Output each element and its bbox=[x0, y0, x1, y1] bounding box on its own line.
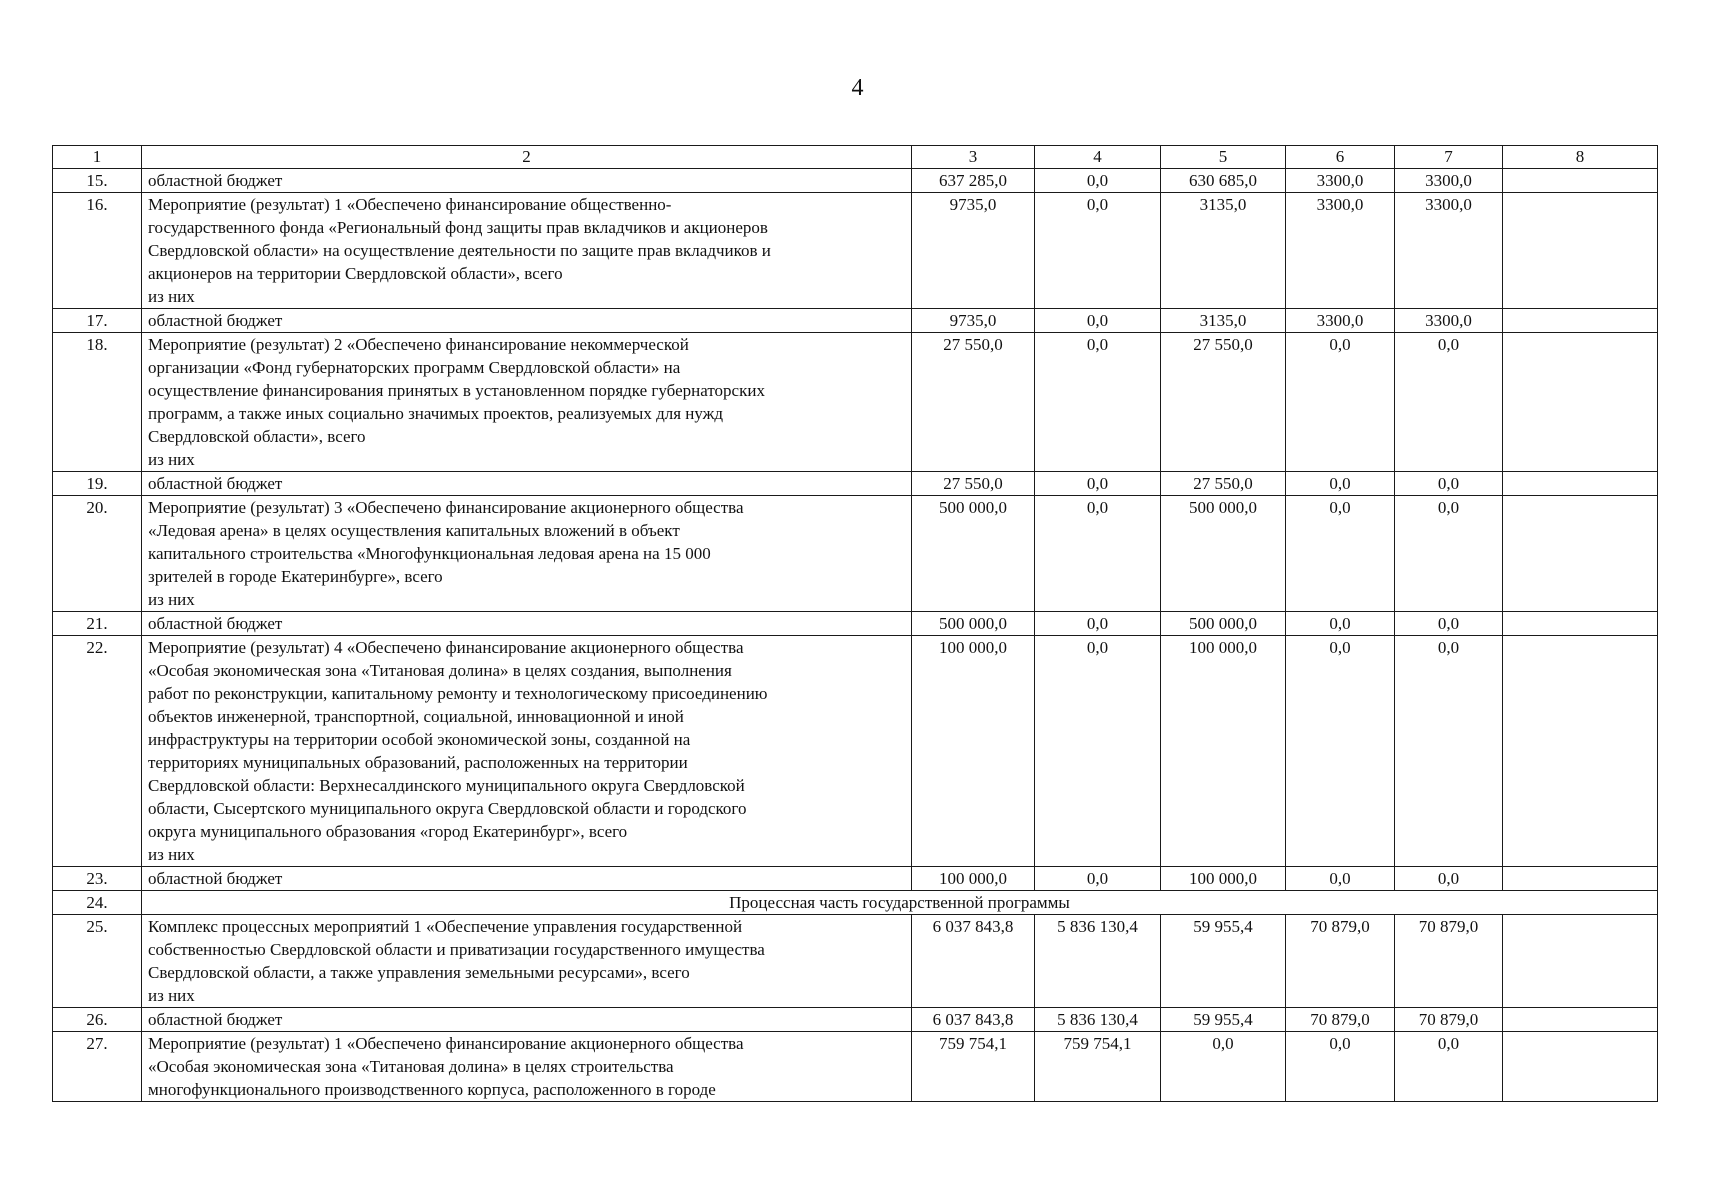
cell-value: 3135,0 bbox=[1161, 309, 1286, 333]
cell-value: 0,0 bbox=[1286, 612, 1395, 636]
cell-notes bbox=[1503, 612, 1658, 636]
header-cell: 5 bbox=[1161, 146, 1286, 169]
row-name: Мероприятие (результат) 3 «Обеспечено финансирование акционерного общества «Ледовая арена» в целях осуществления капитальных вложений в объект капитального строительства «Многофункциональная ледовая арена на 15 000 зрителей в городе Екатеринбурге», всего из них bbox=[142, 496, 912, 612]
row-name: Мероприятие (результат) 4 «Обеспечено финансирование акционерного общества «Особая экономическая зона «Титановая долина» в целях создания, выполнения работ по реконструкции, капитальному ремонту и технологическому присоединению объектов инженерной, транспортной, социальной, инновационной и иной инфраструктуры на территории особой экономической зоны, созданной на территориях муниципальных образований, расположенных на территории Свердловской области: Верхнесалдинского муниципального округа Свердловской области, Сысертского муниципального округа Свердловской области и городского округа муниципального образования «город Екатеринбург», всего из них bbox=[142, 636, 912, 867]
cell-notes bbox=[1503, 333, 1658, 472]
cell-notes bbox=[1503, 309, 1658, 333]
cell-value: 0,0 bbox=[1395, 496, 1503, 612]
table-header-row bbox=[53, 146, 1658, 169]
cell-value: 100 000,0 bbox=[912, 636, 1035, 867]
section-title: Процессная часть государственной программы bbox=[142, 891, 1658, 915]
row-name: Комплекс процессных мероприятий 1 «Обеспечение управления государственной собственностью Свердловской области и приватизации государственного имущества Свердловской области, а также управления земельными ресурсами», всего из них bbox=[142, 915, 912, 1008]
cell-value: 3300,0 bbox=[1395, 309, 1503, 333]
cell-value: 500 000,0 bbox=[1161, 612, 1286, 636]
row-number: 17. bbox=[53, 309, 142, 333]
cell-value: 630 685,0 bbox=[1161, 169, 1286, 193]
cell-value: 500 000,0 bbox=[912, 612, 1035, 636]
cell-value: 0,0 bbox=[1035, 496, 1161, 612]
cell-value: 100 000,0 bbox=[912, 867, 1035, 891]
cell-value: 0,0 bbox=[1395, 636, 1503, 867]
cell-value: 0,0 bbox=[1286, 1032, 1395, 1102]
row-number: 18. bbox=[53, 333, 142, 472]
table-row bbox=[53, 915, 1658, 1008]
table-row bbox=[53, 309, 1658, 333]
cell-value: 3135,0 bbox=[1161, 193, 1286, 309]
cell-value: 0,0 bbox=[1286, 333, 1395, 472]
cell-value: 70 879,0 bbox=[1286, 1008, 1395, 1032]
row-number: 22. bbox=[53, 636, 142, 867]
table-row bbox=[53, 333, 1658, 472]
cell-value: 500 000,0 bbox=[1161, 496, 1286, 612]
header-cell: 4 bbox=[1035, 146, 1161, 169]
cell-value: 6 037 843,8 bbox=[912, 1008, 1035, 1032]
table-row bbox=[53, 193, 1658, 309]
cell-value: 0,0 bbox=[1395, 867, 1503, 891]
cell-notes bbox=[1503, 169, 1658, 193]
cell-value: 0,0 bbox=[1286, 496, 1395, 612]
row-number: 27. bbox=[53, 1032, 142, 1102]
budget-table bbox=[52, 145, 1658, 1102]
row-name: областной бюджет bbox=[142, 169, 912, 193]
row-name: Мероприятие (результат) 1 «Обеспечено финансирование акционерного общества «Особая экономическая зона «Титановая долина» в целях строительства многофункционального производственного корпуса, расположенного в городе bbox=[142, 1032, 912, 1102]
table-row bbox=[53, 867, 1658, 891]
cell-value: 0,0 bbox=[1286, 867, 1395, 891]
table-row bbox=[53, 636, 1658, 867]
cell-value: 3300,0 bbox=[1395, 169, 1503, 193]
cell-value: 0,0 bbox=[1395, 333, 1503, 472]
header-cell: 3 bbox=[912, 146, 1035, 169]
cell-value: 9735,0 bbox=[912, 309, 1035, 333]
header-cell: 6 bbox=[1286, 146, 1395, 169]
cell-value: 27 550,0 bbox=[1161, 472, 1286, 496]
row-name: областной бюджет bbox=[142, 309, 912, 333]
table-row bbox=[53, 496, 1658, 612]
cell-value: 0,0 bbox=[1035, 612, 1161, 636]
cell-value: 0,0 bbox=[1395, 472, 1503, 496]
cell-value: 0,0 bbox=[1035, 193, 1161, 309]
header-cell: 8 bbox=[1503, 146, 1658, 169]
cell-value: 5 836 130,4 bbox=[1035, 915, 1161, 1008]
cell-value: 100 000,0 bbox=[1161, 867, 1286, 891]
cell-value: 3300,0 bbox=[1395, 193, 1503, 309]
row-number: 21. bbox=[53, 612, 142, 636]
row-number: 16. bbox=[53, 193, 142, 309]
row-name: Мероприятие (результат) 1 «Обеспечено финансирование общественно- государственного фонда «Региональный фонд защиты прав вкладчиков и акционеров Свердловской области» на осуществление деятельности по защите прав вкладчиков и акционеров на территории Свердловской области», всего из них bbox=[142, 193, 912, 309]
cell-value: 0,0 bbox=[1286, 636, 1395, 867]
cell-notes bbox=[1503, 472, 1658, 496]
header-cell: 7 bbox=[1395, 146, 1503, 169]
cell-value: 70 879,0 bbox=[1286, 915, 1395, 1008]
row-number: 15. bbox=[53, 169, 142, 193]
cell-value: 500 000,0 bbox=[912, 496, 1035, 612]
row-number: 26. bbox=[53, 1008, 142, 1032]
cell-value: 0,0 bbox=[1035, 867, 1161, 891]
cell-notes bbox=[1503, 496, 1658, 612]
cell-value: 0,0 bbox=[1035, 169, 1161, 193]
cell-value: 0,0 bbox=[1035, 333, 1161, 472]
cell-value: 5 836 130,4 bbox=[1035, 1008, 1161, 1032]
cell-value: 0,0 bbox=[1035, 636, 1161, 867]
cell-value: 70 879,0 bbox=[1395, 915, 1503, 1008]
row-number: 24. bbox=[53, 891, 142, 915]
cell-value: 0,0 bbox=[1395, 1032, 1503, 1102]
cell-value: 759 754,1 bbox=[912, 1032, 1035, 1102]
header-cell: 1 bbox=[53, 146, 142, 169]
cell-value: 6 037 843,8 bbox=[912, 915, 1035, 1008]
row-number: 19. bbox=[53, 472, 142, 496]
section-row bbox=[53, 891, 1658, 915]
table-row bbox=[53, 612, 1658, 636]
row-number: 20. bbox=[53, 496, 142, 612]
cell-value: 100 000,0 bbox=[1161, 636, 1286, 867]
cell-value: 0,0 bbox=[1395, 612, 1503, 636]
cell-value: 59 955,4 bbox=[1161, 915, 1286, 1008]
table-row bbox=[53, 472, 1658, 496]
cell-value: 0,0 bbox=[1286, 472, 1395, 496]
cell-value: 70 879,0 bbox=[1395, 1008, 1503, 1032]
cell-notes bbox=[1503, 636, 1658, 867]
row-name: областной бюджет bbox=[142, 867, 912, 891]
row-number: 23. bbox=[53, 867, 142, 891]
cell-value: 3300,0 bbox=[1286, 309, 1395, 333]
cell-value: 27 550,0 bbox=[1161, 333, 1286, 472]
cell-value: 9735,0 bbox=[912, 193, 1035, 309]
cell-notes bbox=[1503, 193, 1658, 309]
cell-value: 0,0 bbox=[1035, 472, 1161, 496]
header-cell: 2 bbox=[142, 146, 912, 169]
cell-value: 0,0 bbox=[1035, 309, 1161, 333]
row-name: областной бюджет bbox=[142, 1008, 912, 1032]
row-name: областной бюджет bbox=[142, 472, 912, 496]
cell-notes bbox=[1503, 867, 1658, 891]
table-row bbox=[53, 1008, 1658, 1032]
cell-notes bbox=[1503, 1008, 1658, 1032]
table-row bbox=[53, 1032, 1658, 1102]
cell-value: 3300,0 bbox=[1286, 169, 1395, 193]
page-number: 4 bbox=[851, 75, 864, 101]
cell-value: 637 285,0 bbox=[912, 169, 1035, 193]
cell-value: 3300,0 bbox=[1286, 193, 1395, 309]
row-name: областной бюджет bbox=[142, 612, 912, 636]
cell-value: 59 955,4 bbox=[1161, 1008, 1286, 1032]
cell-notes bbox=[1503, 1032, 1658, 1102]
table-row bbox=[53, 169, 1658, 193]
cell-notes bbox=[1503, 915, 1658, 1008]
row-number: 25. bbox=[53, 915, 142, 1008]
cell-value: 27 550,0 bbox=[912, 472, 1035, 496]
cell-value: 759 754,1 bbox=[1035, 1032, 1161, 1102]
cell-value: 0,0 bbox=[1161, 1032, 1286, 1102]
cell-value: 27 550,0 bbox=[912, 333, 1035, 472]
row-name: Мероприятие (результат) 2 «Обеспечено финансирование некоммерческой организации «Фонд губернаторских программ Свердловской области» на осуществление финансирования принятых в установленном порядке губернаторских программ, а также иных социально значимых проектов, реализуемых для нужд Свердловской области», всего из них bbox=[142, 333, 912, 472]
